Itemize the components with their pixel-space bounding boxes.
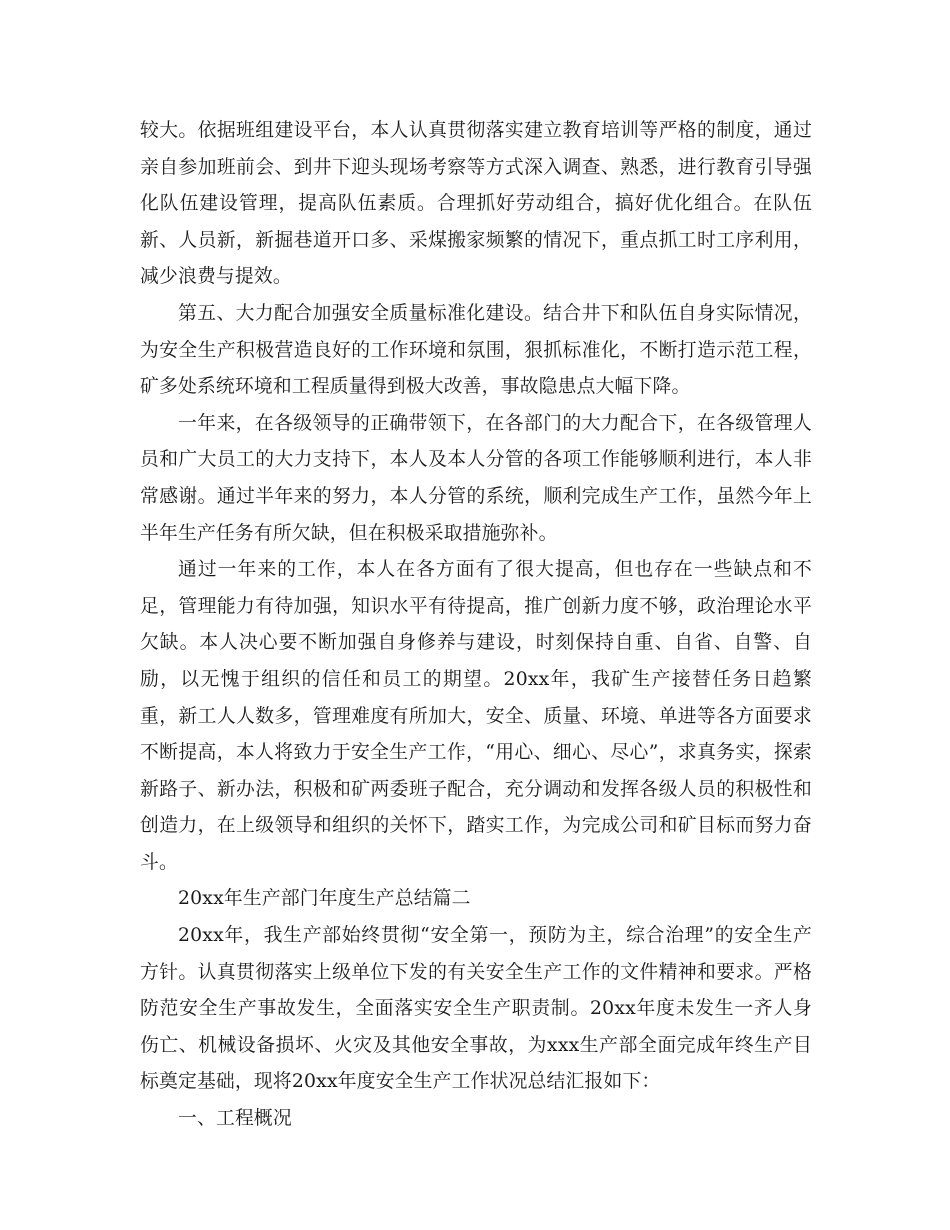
paragraph-safety-policy: 20xx年，我生产部始终贯彻“安全第一，预防为主，综合治理”的安全生产方针。认真贯彻落实上级单位下发的有关安全生产工作的文件精神和要求。严格防范安全生产事故发生，全面落实安全生产职责制。20xx年度未发生一齐人身伤亡、机械设备损坏、火灾及其他安全事故，为xxx生产部全面完成年终生产目标奠定基础，现将20xx年度安全生产工作状况总结汇报如下： <box>140 925 812 1093</box>
paragraph-fifth-point: 第五、大力配合加强安全质量标准化建设。结合井下和队伍自身实际情况，为安全生产积极营造良好的工作环境和氛围，狠抓标准化，不断打造示范工程，矿多处系统环境和工程质量得到极大改善，事故隐患点大幅下降。 <box>140 302 812 398</box>
paragraph-continuation: 较大。依据班组建设平台，本人认真贯彻落实建立教育培训等严格的制度，通过亲自参加班前会、到井下迎头现场考察等方式深入调查、熟悉，进行教育引导强化队伍建设管理，提高队伍素质。合理抓好劳动组合，搞好优化组合。在队伍新、人员新，新掘巷道开口多、采煤搬家频繁的情况下，重点抓工时工序利用，减少浪费与提效。 <box>140 120 812 288</box>
section-heading-project-overview: 一、工程概况 <box>178 1108 292 1130</box>
paragraph-year-review: 一年来，在各级领导的正确带领下，在各部门的大力配合下，在各级管理人员和广大员工的大力支持下，本人及本人分管的各项工作能够顺利进行，本人非常感谢。通过半年来的努力，本人分管的系统，顺利完成生产工作，虽然今年上半年生产任务有所欠缺，但在积极采取措施弥补。 <box>140 412 812 544</box>
section-heading-part-two: 20xx年生产部门年度生产总结篇二 <box>178 888 471 910</box>
document-body <box>140 113 812 1138</box>
paragraph-self-assessment: 通过一年来的工作，本人在各方面有了很大提高，但也存在一些缺点和不足，管理能力有待加强，知识水平有待提高，推广创新力度不够，政治理论水平欠缺。本人决心要不断加强自身修养与建设，时刻保持自重、自省、自警、自励，以无愧于组织的信任和员工的期望。20xx年，我矿生产接替任务日趋繁重，新工人人数多，管理难度有所加大，安全、质量、环境、单进等各方面要求不断提高，本人将致力于安全生产工作，“用心、细心、尽心”，求真务实，探索新路子、新办法，积极和矿两委班子配合，充分调动和发挥各级人员的积极性和创造力，在上级领导和组织的关怀下，踏实工作，为完成公司和矿目标而努力奋斗。 <box>140 559 812 873</box>
